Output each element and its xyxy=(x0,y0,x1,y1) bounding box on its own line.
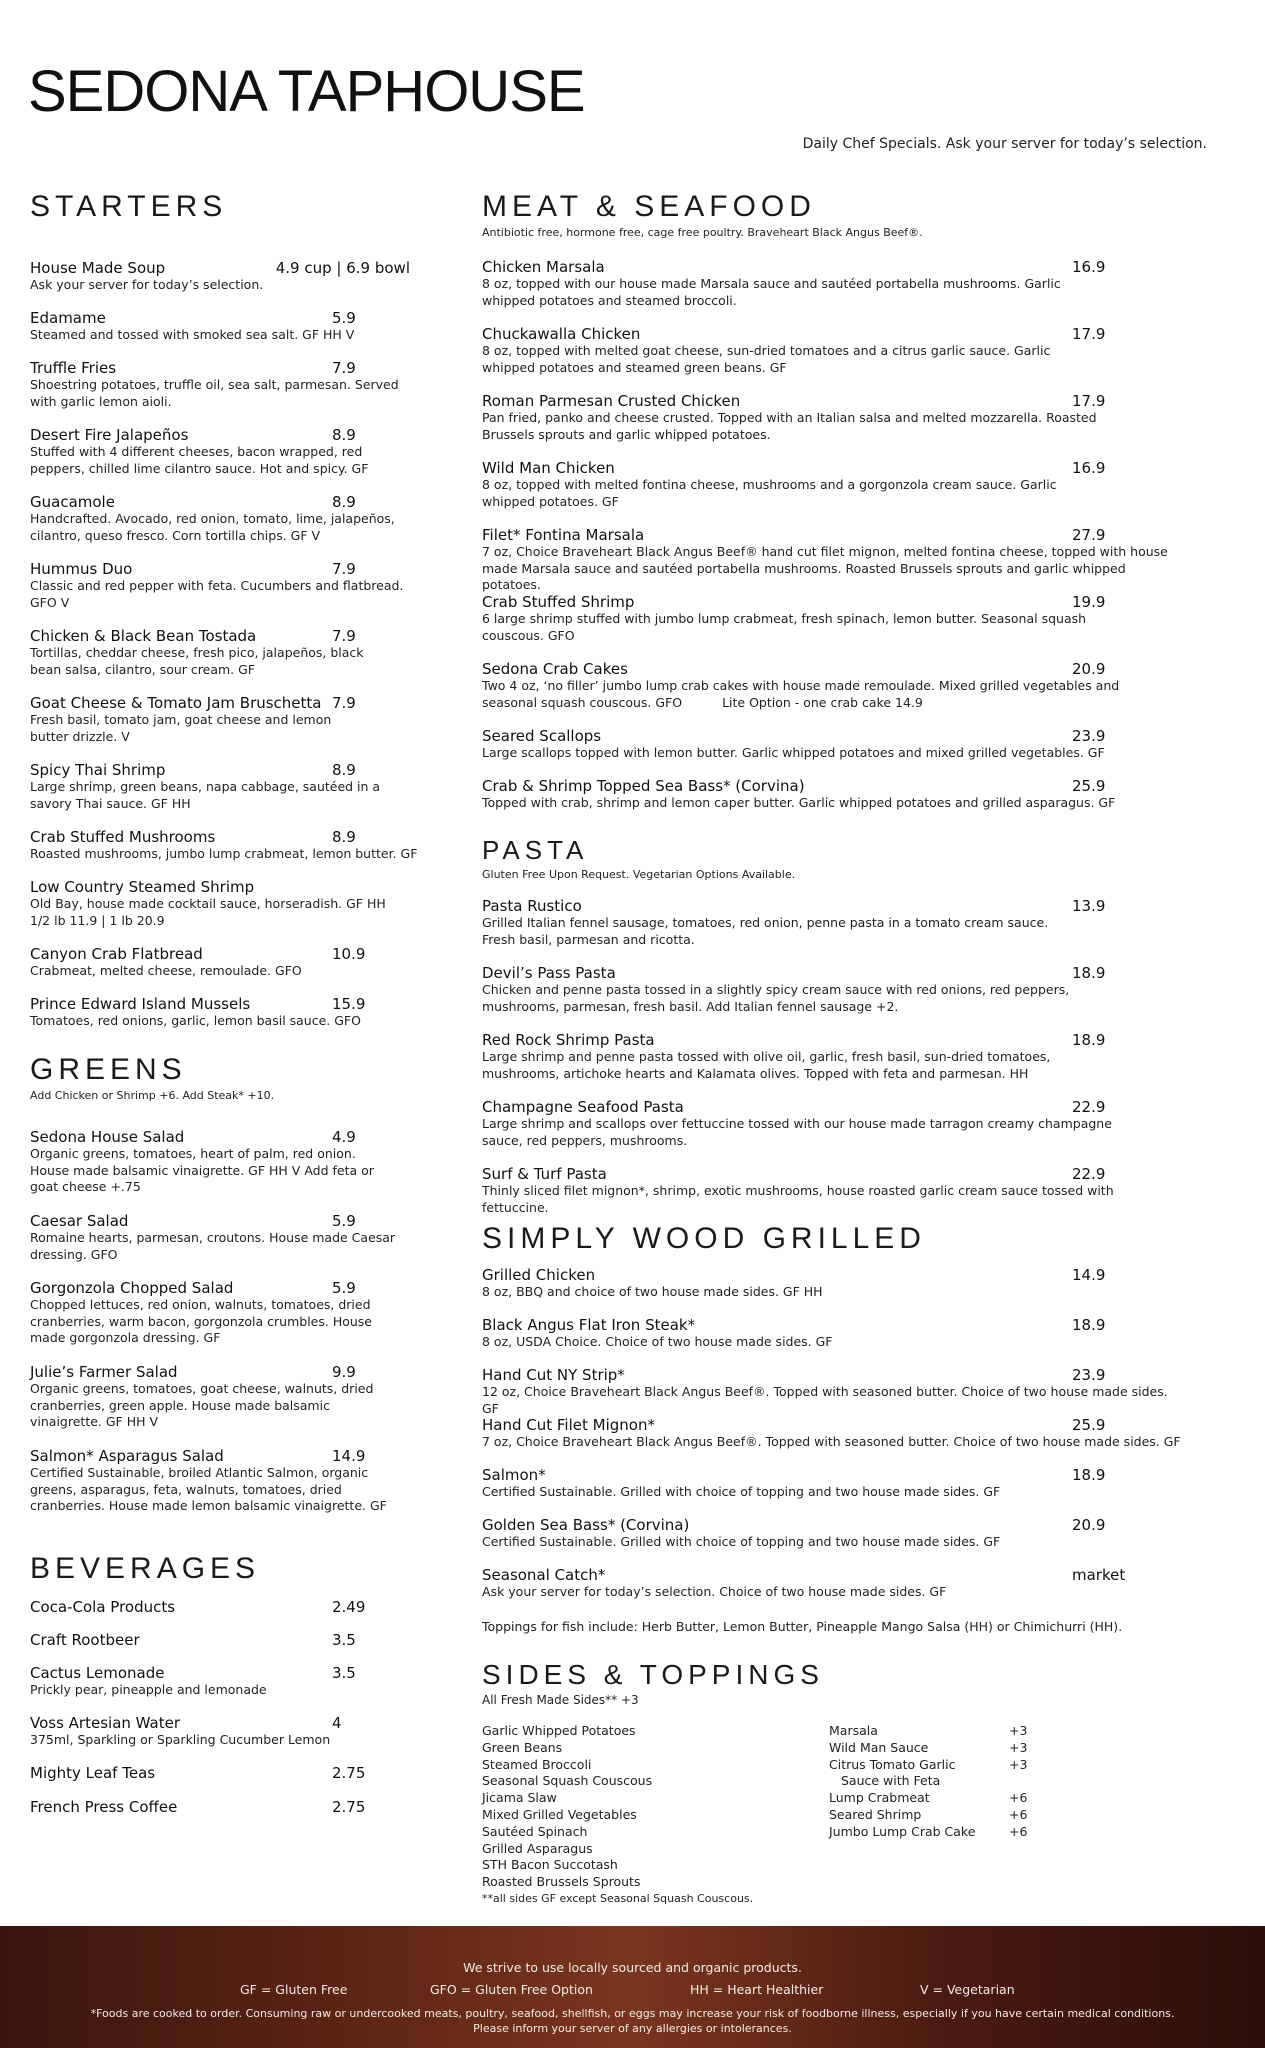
item-price: 7.9 xyxy=(332,694,356,712)
menu-item xyxy=(30,1664,420,1699)
menu-item xyxy=(30,309,420,344)
item-price: 8.9 xyxy=(332,761,356,779)
menu-item xyxy=(482,1266,1182,1301)
item-price: 18.9 xyxy=(1072,964,1106,982)
list-item: Grilled Asparagus xyxy=(482,1840,593,1856)
item-name: Goat Cheese & Tomato Jam Bruschetta xyxy=(30,694,322,712)
sides-note: All Fresh Made Sides** +3 xyxy=(482,1693,639,1707)
item-name: Filet* Fontina Marsala xyxy=(482,526,645,544)
item-desc-text: Two 4 oz, ‘no filler’ jumbo lump crab cakes with house made remoulade. Mixed grilled vegetables and seasonal squash couscous. GFO xyxy=(482,678,1120,710)
menu-item xyxy=(30,1764,410,1782)
item-name: Seasonal Catch* xyxy=(482,1566,606,1584)
menu-item xyxy=(482,1165,1182,1216)
item-price: 5.9 xyxy=(332,1279,356,1297)
menu-item xyxy=(30,1714,420,1749)
list-item: Jicama Slaw xyxy=(482,1790,557,1806)
topping-name: Citrus Tomato Garlic xyxy=(829,1756,956,1772)
item-name: Crab & Shrimp Topped Sea Bass* (Corvina) xyxy=(482,777,805,795)
legend-v: V = Vegetarian xyxy=(920,1982,1015,1997)
list-item: Seasonal Squash Couscous xyxy=(482,1773,653,1789)
menu-item xyxy=(30,493,410,544)
topping-name: Sauce with Feta xyxy=(841,1773,941,1789)
menu-item xyxy=(30,1363,410,1431)
menu-item xyxy=(482,1466,1182,1501)
item-price: 4 xyxy=(332,1714,342,1732)
item-desc: 8 oz, topped with melted fontina cheese, mushrooms and a gorgonzola cream sauce. Garlic whipped potatoes. GF xyxy=(482,477,1057,509)
item-desc: Steamed and tossed with smoked sea salt. GF HH V xyxy=(30,327,355,342)
item-desc: Certified Sustainable. Grilled with choice of topping and two house made sides. GF xyxy=(482,1484,1001,1499)
sides-list xyxy=(482,1723,753,1908)
item-name: Crab Stuffed Shrimp xyxy=(482,593,635,611)
list-item xyxy=(829,1790,1027,1807)
item-name: Black Angus Flat Iron Steak* xyxy=(482,1316,696,1334)
menu-item xyxy=(482,660,1122,711)
item-desc: 7 oz, Choice Braveheart Black Angus Beef® hand cut filet mignon, melted fontina cheese, topped with house made Marsala sauce and sautéed portabella mushrooms. Roasted Brussels sprouts and garlic whipped potatoes. xyxy=(482,544,1168,592)
item-price: 4.9 cup | 6.9 bowl xyxy=(275,259,410,277)
topping-price: +6 xyxy=(1009,1790,1028,1806)
item-desc: Large shrimp, green beans, napa cabbage, sautéed in a savory Thai sauce. GF HH xyxy=(30,779,381,811)
item-price: market xyxy=(1072,1566,1126,1584)
menu-item xyxy=(482,1416,1182,1451)
list-item xyxy=(829,1757,1027,1774)
legend-gf: GF = Gluten Free xyxy=(240,1982,348,1997)
item-price: 2.75 xyxy=(332,1798,366,1816)
item-name: Edamame xyxy=(30,309,106,327)
item-desc: Prickly pear, pineapple and lemonade xyxy=(30,1682,267,1697)
item-price: 5.9 xyxy=(332,1212,356,1230)
item-name: Wild Man Chicken xyxy=(482,459,615,477)
item-desc: Grilled Italian fennel sausage, tomatoes, red onion, penne pasta in a tomato cream sauce. Fresh basil, parmesan and ricotta. xyxy=(482,915,1049,947)
list-item: Sautéed Spinach xyxy=(482,1823,588,1839)
menu-item xyxy=(30,1279,410,1347)
item-name: Guacamole xyxy=(30,493,115,511)
item-price: 15.9 xyxy=(332,995,366,1013)
menu-item xyxy=(30,1128,410,1196)
topping-price: +3 xyxy=(1009,1756,1028,1772)
grilled-title: SIMPLY WOOD GRILLED xyxy=(482,1222,926,1255)
menu-item xyxy=(482,1098,1122,1149)
item-desc: 8 oz, USDA Choice. Choice of two house made sides. GF xyxy=(482,1334,833,1349)
item-desc: Pan fried, panko and cheese crusted. Topped with an Italian salsa and melted mozzarella. Roasted Brussels sprouts and garlic whipped potatoes. xyxy=(482,410,1097,442)
menu-item xyxy=(482,258,1122,309)
item-price: 20.9 xyxy=(1072,660,1106,678)
item-name: Julie’s Farmer Salad xyxy=(30,1363,178,1381)
meat-section xyxy=(482,190,923,239)
menu-item xyxy=(30,945,420,980)
lite-option: Lite Option - one crab cake 14.9 xyxy=(722,694,923,710)
menu-item xyxy=(30,995,420,1030)
legend-gfo: GFO = Gluten Free Option xyxy=(430,1982,593,1997)
item-desc: Handcrafted. Avocado, red onion, tomato, lime, jalapeños, cilantro, queso fresco. Corn tortilla chips. GF V xyxy=(30,511,395,543)
pasta-title: PASTA xyxy=(482,835,589,865)
item-desc: Ask your server for today’s selection. xyxy=(30,277,264,292)
greens-note: Add Chicken or Shrimp +6. Add Steak* +10. xyxy=(30,1089,275,1102)
menu-item xyxy=(30,560,415,611)
menu-item xyxy=(30,1631,410,1649)
item-price xyxy=(332,878,410,896)
menu-item xyxy=(30,1447,410,1515)
sourcing-note: We strive to use locally sourced and organic products. xyxy=(463,1960,802,1975)
item-price: 23.9 xyxy=(1072,727,1106,745)
item-desc: 8 oz, topped with melted goat cheese, sun-dried tomatoes and a citrus garlic sauce. Garlic whipped potatoes and steamed green beans. GF xyxy=(482,343,1051,375)
meat-title: MEAT & SEAFOOD xyxy=(482,190,816,223)
topping-price: +6 xyxy=(1009,1806,1028,1822)
menu-item xyxy=(482,727,1182,762)
item-price: 3.5 xyxy=(332,1664,356,1682)
menu-item xyxy=(482,392,1122,443)
item-price: 7.9 xyxy=(332,627,356,645)
item-price: 18.9 xyxy=(1072,1316,1106,1334)
item-name: Coca-Cola Products xyxy=(30,1598,176,1616)
item-price: 25.9 xyxy=(1072,1416,1106,1434)
legend-hh: HH = Heart Healthier xyxy=(690,1982,824,1997)
item-price: 14.9 xyxy=(332,1447,366,1465)
item-desc: Certified Sustainable. Grilled with choice of topping and two house made sides. GF xyxy=(482,1534,1001,1549)
item-name: Truffle Fries xyxy=(30,359,117,377)
item-desc: Classic and red pepper with feta. Cucumbers and flatbread. GFO V xyxy=(30,578,404,610)
item-desc xyxy=(482,678,1122,711)
item-desc: Stuffed with 4 different cheeses, bacon wrapped, red peppers, chilled lime cilantro sauce. Hot and spicy. GF xyxy=(30,444,369,476)
item-desc: Organic greens, tomatoes, goat cheese, walnuts, dried cranberries, green apple. House made balsamic vinaigrette. GF HH V xyxy=(30,1381,374,1429)
item-price: 13.9 xyxy=(1072,897,1106,915)
item-desc: 12 oz, Choice Braveheart Black Angus Beef®. Topped with seasoned butter. Choice of two house made sides. GF xyxy=(482,1384,1168,1416)
toppings-list xyxy=(829,1723,1027,1841)
item-desc: Tomatoes, red onions, garlic, lemon basil sauce. GFO xyxy=(30,1013,361,1028)
menu-item xyxy=(482,459,1122,510)
item-price: 4.9 xyxy=(332,1128,356,1146)
item-name: Low Country Steamed Shrimp xyxy=(30,878,255,896)
topping-name: Seared Shrimp xyxy=(829,1806,922,1822)
item-price: 5.9 xyxy=(332,309,356,327)
item-name: House Made Soup xyxy=(30,259,166,277)
item-price: 23.9 xyxy=(1072,1366,1106,1384)
menu-item xyxy=(482,593,1122,644)
greens-title: GREENS xyxy=(30,1053,187,1086)
item-name: Golden Sea Bass* (Corvina) xyxy=(482,1516,690,1534)
topping-name: Lump Crabmeat xyxy=(829,1790,930,1806)
disclaimer-line-1: *Foods are cooked to order. Consuming raw or undercooked meats, poultry, seafood, shellfish, or eggs may increase your risk of foodborne illness, especially if you have certain medical conditions. xyxy=(90,2007,1175,2020)
item-name: Surf & Turf Pasta xyxy=(482,1165,607,1183)
daily-specials-note: Daily Chef Specials. Ask your server for today’s selection. xyxy=(802,136,1207,152)
disclaimer-line-2: Please inform your server of any allergies or intolerances. xyxy=(473,2022,792,2035)
topping-name: Marsala xyxy=(829,1723,878,1738)
menu-item xyxy=(30,359,410,410)
item-desc: 8 oz, topped with our house made Marsala sauce and sautéed portabella mushrooms. Garlic whipped potatoes and steamed broccoli. xyxy=(482,276,1061,308)
item-desc: Romaine hearts, parmesan, croutons. House made Caesar dressing. GFO xyxy=(30,1230,396,1262)
item-name: Prince Edward Island Mussels xyxy=(30,995,251,1013)
item-desc: Large scallops topped with lemon butter. Garlic whipped potatoes and mixed grilled vegetables. GF xyxy=(482,745,1105,760)
list-item: Steamed Broccoli xyxy=(482,1756,592,1772)
item-price: 16.9 xyxy=(1072,258,1106,276)
item-price: 9.9 xyxy=(332,1363,356,1381)
list-item: Green Beans xyxy=(482,1739,563,1755)
pasta-note: Gluten Free Upon Request. Vegetarian Options Available. xyxy=(482,868,796,881)
item-price: 3.5 xyxy=(332,1631,356,1649)
list-item: STH Bacon Succotash xyxy=(482,1857,618,1873)
restaurant-name: SEDONA TAPHOUSE xyxy=(28,59,585,124)
item-price: 8.9 xyxy=(332,426,356,444)
item-desc: Shoestring potatoes, truffle oil, sea salt, parmesan. Served with garlic lemon aioli. xyxy=(30,377,399,409)
topping-name: Wild Man Sauce xyxy=(829,1739,929,1755)
list-item: Mixed Grilled Vegetables xyxy=(482,1806,637,1822)
item-name: Caesar Salad xyxy=(30,1212,129,1230)
item-name: Grilled Chicken xyxy=(482,1266,596,1284)
item-desc: Organic greens, tomatoes, heart of palm, red onion. House made balsamic vinaigrette. GF HH V Add feta or goat cheese +.75 xyxy=(30,1146,374,1194)
item-name: Devil’s Pass Pasta xyxy=(482,964,616,982)
meat-note: Antibiotic free, hormone free, cage free poultry. Braveheart Black Angus Beef®. xyxy=(482,226,923,239)
fish-toppings-note: Toppings for fish include: Herb Butter, Lemon Butter, Pineapple Mango Salsa (HH) or Chimichurri (HH). xyxy=(482,1619,1123,1634)
item-desc: Chopped lettuces, red onion, walnuts, tomatoes, dried cranberries, warm bacon, gorgonzola crumbles. House made gorgonzola dressing. GF xyxy=(30,1297,372,1345)
list-item: Roasted Brussels Sprouts xyxy=(482,1874,641,1890)
item-desc: Crabmeat, melted cheese, remoulade. GFO xyxy=(30,963,302,978)
item-price: 7.9 xyxy=(332,359,356,377)
list-item xyxy=(829,1723,1027,1740)
item-name: Hand Cut NY Strip* xyxy=(482,1366,625,1384)
menu-item xyxy=(30,627,410,678)
menu-item xyxy=(30,828,420,863)
item-price: 19.9 xyxy=(1072,593,1106,611)
item-name: Crab Stuffed Mushrooms xyxy=(30,828,216,846)
topping-price: +3 xyxy=(1009,1739,1028,1755)
item-desc: Large shrimp and penne pasta tossed with olive oil, garlic, fresh basil, sun-dried tomatoes, mushrooms, artichoke hearts and Kalamata olives. Topped with feta and parmesan. HH xyxy=(482,1049,1051,1081)
item-desc: 375ml, Sparkling or Sparkling Cucumber Lemon xyxy=(30,1732,331,1747)
item-price: 17.9 xyxy=(1072,392,1106,410)
item-price: 27.9 xyxy=(1072,526,1106,544)
item-price: 14.9 xyxy=(1072,1266,1106,1284)
item-name: Craft Rootbeer xyxy=(30,1631,140,1649)
menu-item xyxy=(482,1516,1182,1551)
menu-item xyxy=(482,1366,1182,1417)
item-price: 8.9 xyxy=(332,493,356,511)
item-name: Pasta Rustico xyxy=(482,897,582,915)
menu-item xyxy=(30,878,410,929)
item-price: 22.9 xyxy=(1072,1098,1106,1116)
item-desc: Ask your server for today’s selection. Choice of two house made sides. GF xyxy=(482,1584,947,1599)
item-price: 2.49 xyxy=(332,1598,366,1616)
menu-item xyxy=(30,259,420,294)
menu-item xyxy=(30,1212,410,1263)
item-price: 10.9 xyxy=(332,945,366,963)
list-item: Garlic Whipped Potatoes xyxy=(482,1723,636,1738)
list-item xyxy=(829,1824,1027,1841)
topping-price: +3 xyxy=(1009,1723,1028,1738)
menu-item xyxy=(30,426,410,477)
item-desc: 6 large shrimp stuffed with jumbo lump crabmeat, fresh spinach, lemon butter. Seasonal squash couscous. GFO xyxy=(482,611,1087,643)
item-desc: Old Bay, house made cocktail sauce, horseradish. GF HH 1/2 lb 11.9 | 1 lb 20.9 xyxy=(30,896,386,928)
item-name: Chicken Marsala xyxy=(482,258,605,276)
beverages-title: BEVERAGES xyxy=(30,1552,261,1585)
item-desc: Tortillas, cheddar cheese, fresh pico, jalapeños, black bean salsa, cilantro, sour cream. GF xyxy=(30,645,364,677)
item-desc: Large shrimp and scallops over fettuccine tossed with our house made tarragon creamy champagne sauce, red peppers, mushrooms. xyxy=(482,1116,1112,1148)
menu-item xyxy=(482,964,1122,1015)
item-name: Seared Scallops xyxy=(482,727,602,745)
item-price: 17.9 xyxy=(1072,325,1106,343)
menu-item xyxy=(30,761,410,812)
item-price: 22.9 xyxy=(1072,1165,1106,1183)
item-name: Mighty Leaf Teas xyxy=(30,1764,156,1782)
starters-title: STARTERS xyxy=(30,190,228,223)
topping-name: Jumbo Lump Crab Cake xyxy=(829,1823,976,1839)
menu-item xyxy=(482,777,1182,812)
menu-item xyxy=(482,897,1122,948)
footer-banner xyxy=(0,1926,1265,2048)
menu-item xyxy=(30,1598,410,1616)
pasta-section xyxy=(482,835,795,881)
item-desc: Chicken and penne pasta tossed in a slightly spicy cream sauce with red onions, red peppers, mushrooms, parmesan, fresh basil. Add Italian fennel sausage +2. xyxy=(482,982,1070,1014)
item-desc: Thinly sliced filet mignon*, shrimp, exotic mushrooms, house roasted garlic cream sauce tossed with fettuccine. xyxy=(482,1183,1114,1215)
item-name: Spicy Thai Shrimp xyxy=(30,761,166,779)
item-name: Gorgonzola Chopped Salad xyxy=(30,1279,234,1297)
item-price: 16.9 xyxy=(1072,459,1106,477)
list-item xyxy=(829,1773,1027,1790)
menu-item xyxy=(482,1566,1182,1601)
topping-price: +6 xyxy=(1009,1823,1028,1839)
sides-section xyxy=(482,1659,824,1707)
list-item xyxy=(829,1807,1027,1824)
item-name: Chuckawalla Chicken xyxy=(482,325,641,343)
menu-item xyxy=(482,1316,1182,1351)
item-desc: 7 oz, Choice Braveheart Black Angus Beef®. Topped with seasoned butter. Choice of two house made sides. GF xyxy=(482,1434,1181,1449)
menu-item xyxy=(30,1798,410,1816)
item-name: Cactus Lemonade xyxy=(30,1664,165,1682)
menu-item xyxy=(482,325,1122,376)
menu-item xyxy=(482,526,1182,594)
menu-item xyxy=(30,694,410,745)
item-price: 18.9 xyxy=(1072,1466,1106,1484)
item-name: Roman Parmesan Crusted Chicken xyxy=(482,392,741,410)
item-name: Hummus Duo xyxy=(30,560,133,578)
item-name: Salmon* xyxy=(482,1466,546,1484)
item-price: 2.75 xyxy=(332,1764,366,1782)
greens-section xyxy=(30,1053,274,1102)
item-price: 25.9 xyxy=(1072,777,1106,795)
food-safety-disclaimer xyxy=(0,2006,1265,2036)
item-name: Chicken & Black Bean Tostada xyxy=(30,627,257,645)
item-name: Voss Artesian Water xyxy=(30,1714,180,1732)
item-price: 18.9 xyxy=(1072,1031,1106,1049)
item-name: Champagne Seafood Pasta xyxy=(482,1098,684,1116)
item-desc: Certified Sustainable, broiled Atlantic Salmon, organic greens, asparagus, feta, walnuts, tomatoes, dried cranberries. House made lemon balsamic vinaigrette. GF xyxy=(30,1465,387,1513)
item-name: Desert Fire Jalapeños xyxy=(30,426,189,444)
item-price: 8.9 xyxy=(332,828,356,846)
item-desc: Fresh basil, tomato jam, goat cheese and lemon butter drizzle. V xyxy=(30,712,332,744)
menu-item xyxy=(482,1031,1122,1082)
item-name: Red Rock Shrimp Pasta xyxy=(482,1031,655,1049)
item-desc: Topped with crab, shrimp and lemon caper butter. Garlic whipped potatoes and grilled asparagus. GF xyxy=(482,795,1116,810)
item-name: Sedona House Salad xyxy=(30,1128,185,1146)
list-item xyxy=(829,1740,1027,1757)
item-desc: 8 oz, BBQ and choice of two house made sides. GF HH xyxy=(482,1284,823,1299)
sides-footnote: **all sides GF except Seasonal Squash Couscous. xyxy=(482,1891,754,1905)
item-name: French Press Coffee xyxy=(30,1798,178,1816)
item-price: 20.9 xyxy=(1072,1516,1106,1534)
item-name: Sedona Crab Cakes xyxy=(482,660,628,678)
sides-title: SIDES & TOPPINGS xyxy=(482,1659,824,1690)
item-name: Canyon Crab Flatbread xyxy=(30,945,203,963)
item-price: 7.9 xyxy=(332,560,356,578)
item-desc: Roasted mushrooms, jumbo lump crabmeat, lemon butter. GF xyxy=(30,846,418,861)
item-name: Hand Cut Filet Mignon* xyxy=(482,1416,655,1434)
item-name: Salmon* Asparagus Salad xyxy=(30,1447,224,1465)
